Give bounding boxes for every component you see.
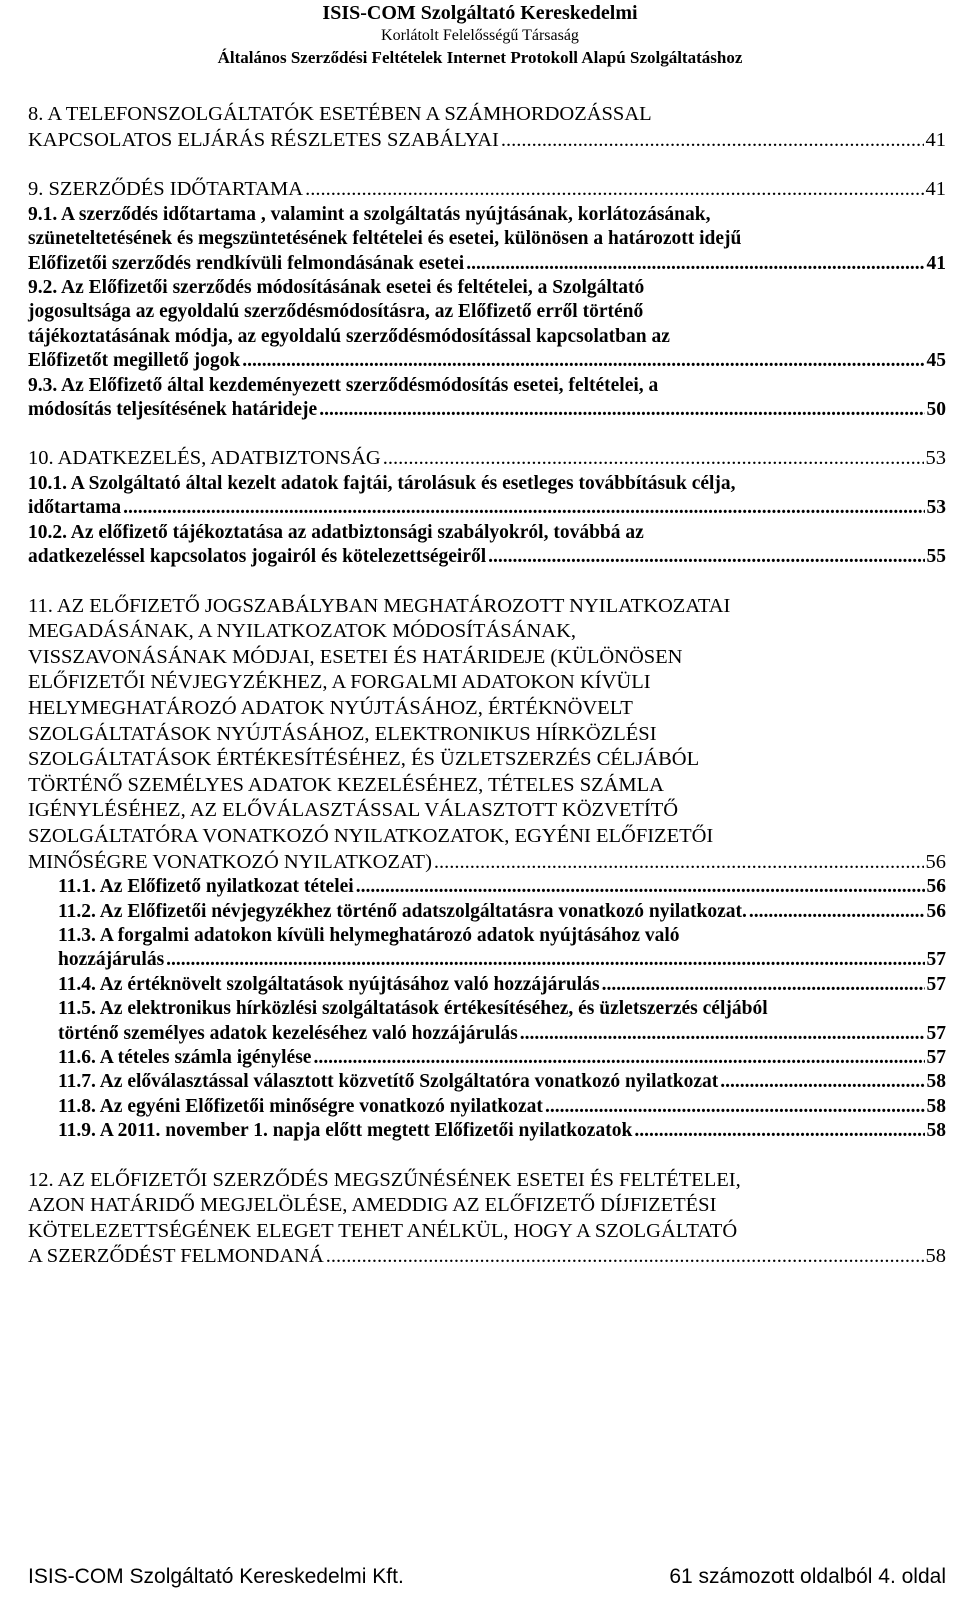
toc-entry-line: 11.3. A forgalmi adatokon kívüli helymeghatározó adatok nyújtásához való <box>58 925 680 946</box>
toc-page-number: 41 <box>926 252 946 274</box>
toc-page-number: 56 <box>926 876 946 898</box>
toc-entry-line: 8. A TELEFONSZOLGÁLTATÓK ESETÉBEN A SZÁMHORDOZÁSSAL <box>28 103 652 125</box>
toc-entry-11-1[interactable] <box>58 875 946 899</box>
toc-entry-title: adatkezeléssel kapcsolatos jogairól és kötelezettségeiről <box>28 546 487 568</box>
header-company: ISIS-COM Szolgáltató Kereskedelmi <box>322 2 638 24</box>
page-footer <box>28 1564 946 1590</box>
toc-entry-line: 9.2. Az Előfizetői szerződés módosításának esetei és feltételei, a Szolgáltató <box>28 277 645 298</box>
toc-entry-11-9[interactable] <box>58 1119 946 1143</box>
toc-page-number: 50 <box>926 399 946 421</box>
toc-page-number: 58 <box>925 1245 946 1268</box>
toc-entry-11-3[interactable] <box>58 924 946 973</box>
toc-entry-9-1[interactable] <box>28 203 946 276</box>
toc-page-number: 57 <box>926 1047 946 1069</box>
toc-page-number: 57 <box>926 1022 946 1044</box>
toc-entry-title: KAPCSOLATOS ELJÁRÁS RÉSZLETES SZABÁLYAI <box>28 128 499 151</box>
toc-entry-title: 10. ADATKEZELÉS, ADATBIZTONSÁG <box>28 447 381 470</box>
toc-entry-line: 9.3. Az Előfizető által kezdeményezett szerződésmódosítás esetei, feltételei, a <box>28 374 659 396</box>
toc-entry-line: ELŐFIZETŐI NÉVJEGYZÉKHEZ, A FORGALMI ADATOKON KÍVÜLI <box>28 671 651 694</box>
toc-page-number: 58 <box>926 1071 946 1093</box>
toc-entry-title: Előfizetőt megillető jogok <box>28 350 241 372</box>
toc-page-number: 41 <box>925 128 946 151</box>
toc-entry-title: 11.1. Az Előfizető nyilatkozat tételei <box>58 876 354 898</box>
toc-entry-line: SZOLGÁLTATÁSOK NYÚJTÁSÁHOZ, ELEKTRONIKUS HÍRKÖZLÉSI <box>28 722 657 745</box>
footer-company: ISIS-COM Szolgáltató Kereskedelmi Kft. <box>28 1565 404 1588</box>
toc-entry-8[interactable] <box>28 102 946 153</box>
toc-page-number: 55 <box>926 546 946 568</box>
toc-entry-title: hozzájárulás <box>58 949 165 971</box>
toc-entry-9[interactable] <box>28 177 946 203</box>
toc-entry-title: 11.8. Az egyéni Előfizetői minőségre vonatkozó nyilatkozat <box>58 1095 543 1117</box>
toc-entry-title: 11.4. Az értéknövelt szolgáltatások nyújtásához való hozzájárulás <box>58 973 600 995</box>
toc-entry-line: VISSZAVONÁSÁNAK MÓDJAI, ESETEI ÉS HATÁRIDEJE (KÜLÖNÖSEN <box>28 645 683 668</box>
toc-entry-line: 10.2. Az előfizető tájékoztatása az adatbiztonsági szabályokról, továbbá az <box>28 521 644 543</box>
toc-entry-line: AZON HATÁRIDŐ MEGJELÖLÉSE, AMEDDIG AZ ELŐFIZETŐ DÍJFIZETÉSI <box>28 1194 717 1217</box>
toc-entry-11-7[interactable] <box>58 1070 946 1094</box>
toc-entry-9-3[interactable] <box>28 374 946 423</box>
toc-entry-12[interactable] <box>28 1168 946 1270</box>
toc-page-number: 56 <box>925 850 946 873</box>
toc-entry-title: Előfizetői szerződés rendkívüli felmondásának esetei <box>28 252 465 274</box>
toc-entry-title: időtartama <box>28 497 122 519</box>
toc-page-number: 57 <box>926 973 946 995</box>
toc-entry-10-2[interactable] <box>28 521 946 570</box>
footer-page-count: 61 számozott oldalból 4. oldal <box>669 1565 946 1588</box>
toc-entry-line: 10.1. A Szolgáltató által kezelt adatok fajtái, tárolásuk és esetleges továbbításuk célja, <box>28 473 736 495</box>
toc-entry-line: szüneteltetésének és megszüntetésének feltételei és esetei, különösen a határozott idejű <box>28 228 742 250</box>
toc-entry-line: IGÉNYLÉSÉHEZ, AZ ELŐVÁLASZTÁSSAL VÁLASZTOTT KÖZVETÍTŐ <box>28 799 679 822</box>
toc-entry-line: jogosultsága az egyoldalú szerződésmódosításra, az Előfizető erről történő <box>28 301 644 323</box>
toc-page-number: 53 <box>925 447 946 470</box>
toc-entry-title: MINŐSÉGRE VONATKOZÓ NYILATKOZAT) <box>28 850 432 873</box>
toc-entry-11-6[interactable] <box>58 1046 946 1070</box>
toc-page-number: 41 <box>925 178 946 201</box>
toc-entry-title: 11.6. A tételes számla igénylése <box>58 1047 312 1069</box>
toc-page-number: 53 <box>926 497 946 519</box>
toc-entry-title: 11.9. A 2011. november 1. napja előtt megtett Előfizetői nyilatkozatok <box>58 1120 633 1142</box>
toc-page-number: 57 <box>926 949 946 971</box>
toc-entry-title: módosítás teljesítésének határideje <box>28 399 318 421</box>
toc-page-number: 56 <box>926 900 946 922</box>
toc-entry-line: SZOLGÁLTATÁSOK ÉRTÉKESÍTÉSÉHEZ, ÉS ÜZLETSZERZÉS CÉLJÁBÓL <box>28 748 700 771</box>
toc-entry-11-8[interactable] <box>58 1095 946 1119</box>
toc-entry-11-5[interactable] <box>58 997 946 1046</box>
toc-entry-line: HELYMEGHATÁROZÓ ADATOK NYÚJTÁSÁHOZ, ÉRTÉKNÖVELT <box>28 697 633 720</box>
toc-entry-line: tájékoztatásának módja, az egyoldalú szerződésmódosítással kapcsolatban az <box>28 325 670 347</box>
toc-entry-title: 11.7. Az előválasztással választott közvetítő Szolgáltatóra vonatkozó nyilatkozat <box>58 1071 719 1093</box>
header-doc-title: Általános Szerződési Feltételek Internet Protokoll Alapú Szolgáltatáshoz <box>217 48 743 67</box>
toc-entry-title: 9. SZERZŐDÉS IDŐTARTAMA <box>28 178 304 201</box>
toc-entry-line: 12. AZ ELŐFIZETŐI SZERZŐDÉS MEGSZŰNÉSÉNEK ESETEI ÉS FELTÉTELEI, <box>28 1168 741 1191</box>
toc-entry-10-1[interactable] <box>28 472 946 521</box>
page-header <box>0 0 960 70</box>
toc-entry-line: 11. AZ ELŐFIZETŐ JOGSZABÁLYBAN MEGHATÁROZOTT NYILATKOZATAI <box>28 594 731 617</box>
toc-entry-line: KÖTELEZETTSÉGÉNEK ELEGET TEHET ANÉLKÜL, HOGY A SZOLGÁLTATÓ <box>28 1219 738 1242</box>
toc-entry-11[interactable] <box>28 594 946 876</box>
toc-entry-title: történő személyes adatok kezeléséhez való hozzájárulás <box>58 1022 518 1044</box>
toc-entry-11-2[interactable] <box>58 900 946 924</box>
header-company-form: Korlátolt Felelősségű Társaság <box>381 27 579 44</box>
toc-entry-title: A SZERZŐDÉST FELMONDANÁ <box>28 1245 324 1268</box>
toc-page-number: 45 <box>926 350 946 372</box>
toc-entry-title: 11.2. Az Előfizetői névjegyzékhez történő adatszolgáltatásra vonatkozó nyilatkozat. <box>58 900 747 922</box>
table-of-contents <box>28 102 946 1270</box>
toc-entry-11-4[interactable] <box>58 973 946 997</box>
toc-entry-line: 9.1. A szerződés időtartama , valamint a szolgáltatás nyújtásának, korlátozásának, <box>28 203 711 225</box>
toc-entry-line: 11.5. Az elektronikus hírközlési szolgáltatások értékesítéséhez, és üzletszerzés céljából <box>58 998 768 1020</box>
toc-entry-line: SZOLGÁLTATÓRA VONATKOZÓ NYILATKOZATOK, EGYÉNI ELŐFIZETŐI <box>28 825 714 847</box>
toc-page-number: 58 <box>926 1095 946 1117</box>
toc-entry-line: MEGADÁSÁNAK, A NYILATKOZATOK MÓDOSÍTÁSÁNAK, <box>28 620 577 643</box>
toc-page-number: 58 <box>926 1120 946 1142</box>
toc-entry-9-2[interactable] <box>28 276 946 374</box>
toc-entry-line: TÖRTÉNŐ SZEMÉLYES ADATOK KEZELÉSÉHEZ, TÉTELES SZÁMLA <box>28 773 664 796</box>
toc-entry-10[interactable] <box>28 446 946 472</box>
